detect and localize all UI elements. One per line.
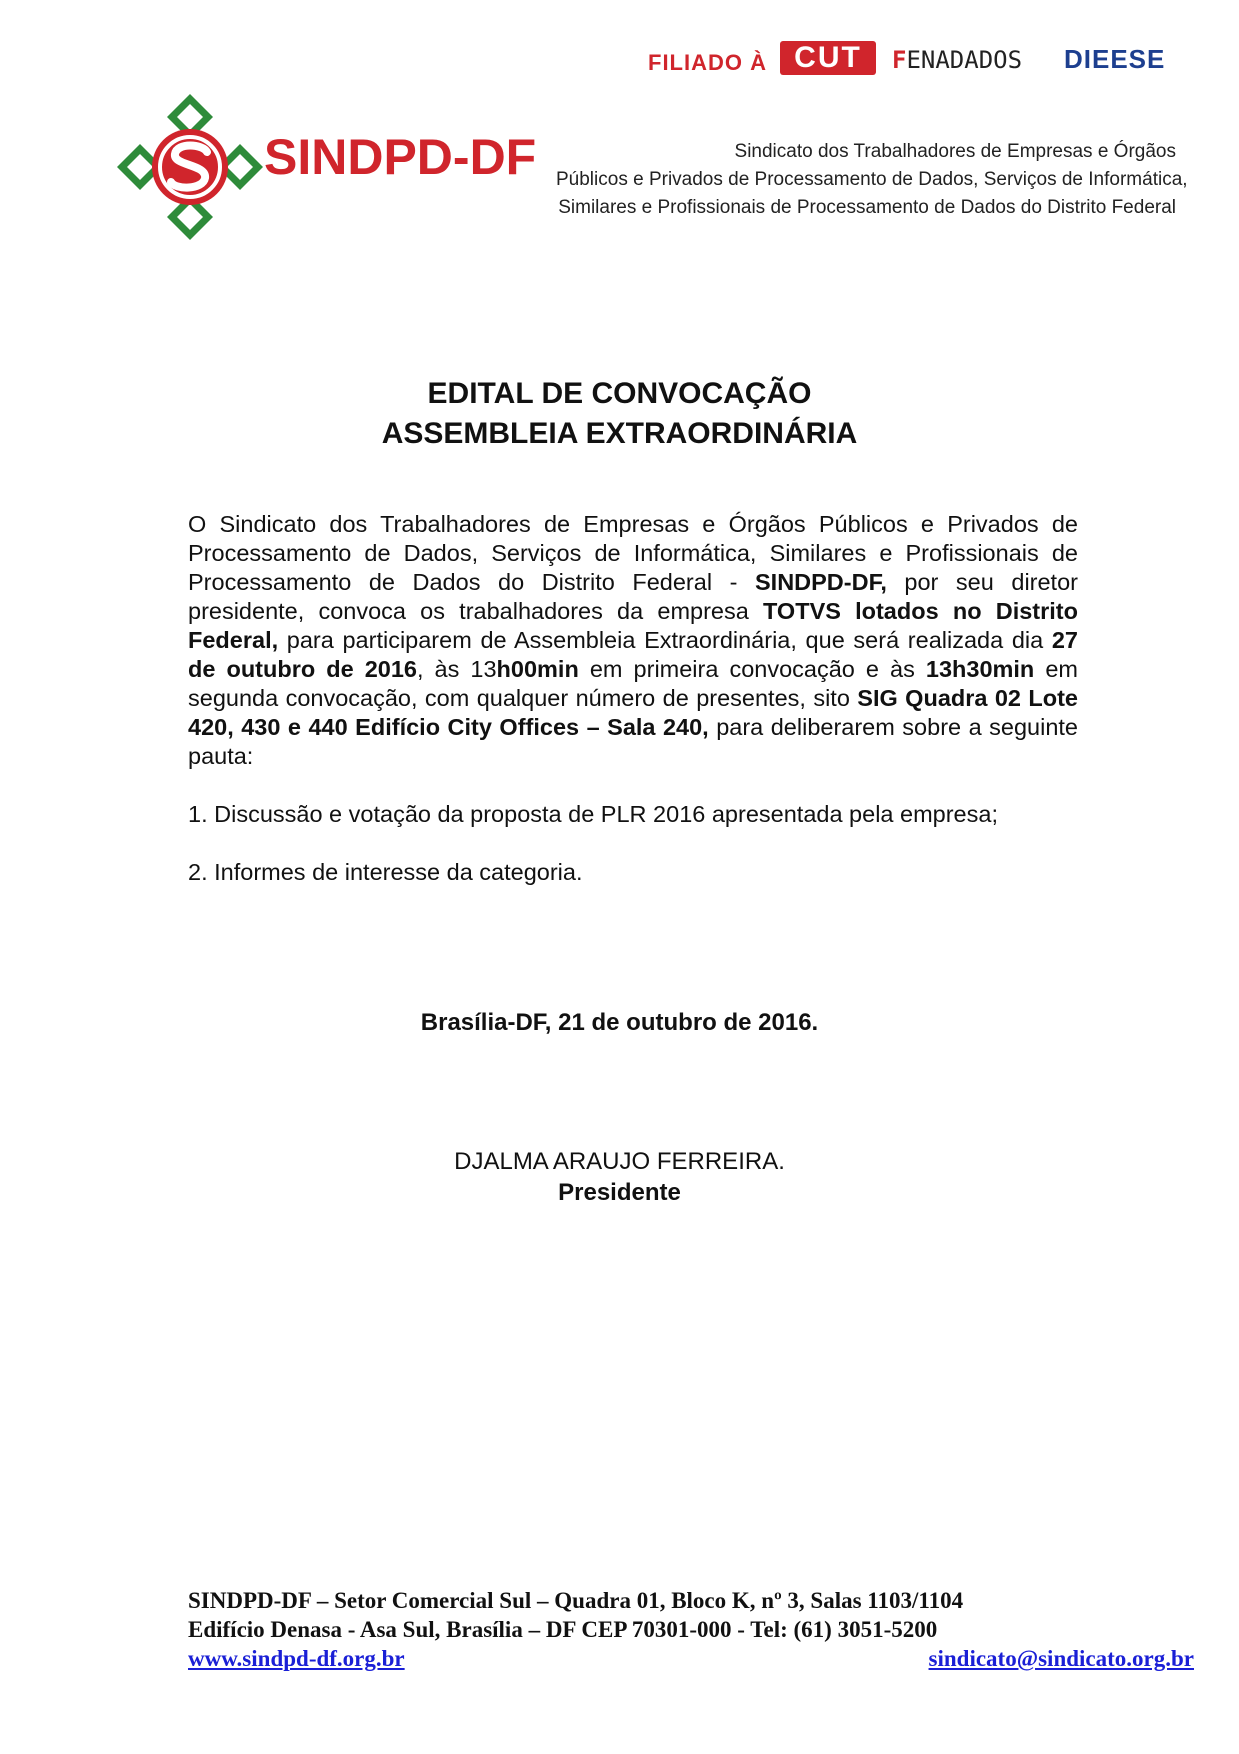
agenda-item: 2. Informes de interesse da categoria. [188, 859, 583, 885]
convocation-paragraph [188, 510, 1078, 771]
first-call-time: h00min [496, 656, 579, 682]
affiliated-label: FILIADO À [648, 50, 767, 75]
text-run: O Sindicato dos Trabalhadores de Empresas e Órgãos Públicos e Privados de Processamento de Dados, Serviços de Informática, Similares e Profissionais de Processamento de Dados do Distrito Federal - [188, 511, 1078, 595]
affiliation-logos [648, 38, 1208, 82]
text-run: em segunda convocação, com qualquer número de presentes, sito [188, 656, 1078, 711]
footer-links [188, 1646, 1194, 1672]
second-call-time: 13h30min [925, 656, 1035, 682]
org-line: Públicos e Privados de Processamento de Dados, Serviços de Informática, [556, 169, 1188, 190]
org-line: Similares e Profissionais de Processamento de Dados do Distrito Federal [558, 197, 1176, 218]
fenadados-logo-initial: F [892, 46, 907, 74]
place-date: Brasília-DF, 21 de outubro de 2016. [420, 1009, 819, 1036]
agenda-item: 1. Discussão e votação da proposta de PLR 2016 apresentada pela empresa; [188, 801, 998, 827]
assembly-date: 27 de outubro de 2016 [188, 627, 1078, 682]
text-run: , às 13 [416, 656, 497, 682]
email-link[interactable]: sindicato@sindicato.org.br [928, 1646, 1194, 1671]
text-run: por seu diretor presidente, convoca os trabalhadores da empresa [188, 569, 1078, 624]
document-title: EDITAL DE CONVOCAÇÃO [427, 377, 812, 410]
document-subtitle: ASSEMBLEIA EXTRAORDINÁRIA [381, 417, 858, 450]
assembly-location: SIG Quadra 02 Lote 420, 430 e 440 Edifício City Offices – Sala 240, [188, 685, 1078, 740]
text-run: para participarem de Assembleia Extraordinária, que será realizada dia [278, 627, 1052, 653]
dieese-logo: DIEESE [1064, 44, 1166, 74]
organization-description [556, 138, 1188, 222]
fenadados-logo [892, 46, 1022, 74]
cut-logo: CUT [780, 41, 876, 75]
org-name: SINDPD-DF, [754, 569, 887, 595]
company-name: TOTVS lotados no Distrito Federal, [188, 598, 1078, 653]
text-run: em primeira convocação e às [578, 656, 926, 682]
signer-role: Presidente [558, 1179, 681, 1206]
footer-contact: Edifício Denasa - Asa Sul, Brasília – DF CEP 70301-000 - Tel: (61) 3051-5200 [188, 1617, 938, 1642]
sindpd-logo-text: SINDPD-DF [264, 129, 537, 185]
footer-address: SINDPD-DF – Setor Comercial Sul – Quadra 01, Bloco K, nº 3, Salas 1103/1104 [188, 1588, 964, 1613]
website-link[interactable]: www.sindpd-df.org.br [188, 1646, 405, 1671]
signer-name: DJALMA ARAUJO FERREIRA. [454, 1148, 785, 1175]
text-run: para deliberarem sobre a seguinte pauta: [188, 714, 1078, 769]
sindpd-logo-icon [115, 92, 265, 242]
org-line: Sindicato dos Trabalhadores de Empresas e Órgãos [734, 141, 1176, 162]
fenadados-logo-rest: ENADADOS [906, 46, 1023, 74]
